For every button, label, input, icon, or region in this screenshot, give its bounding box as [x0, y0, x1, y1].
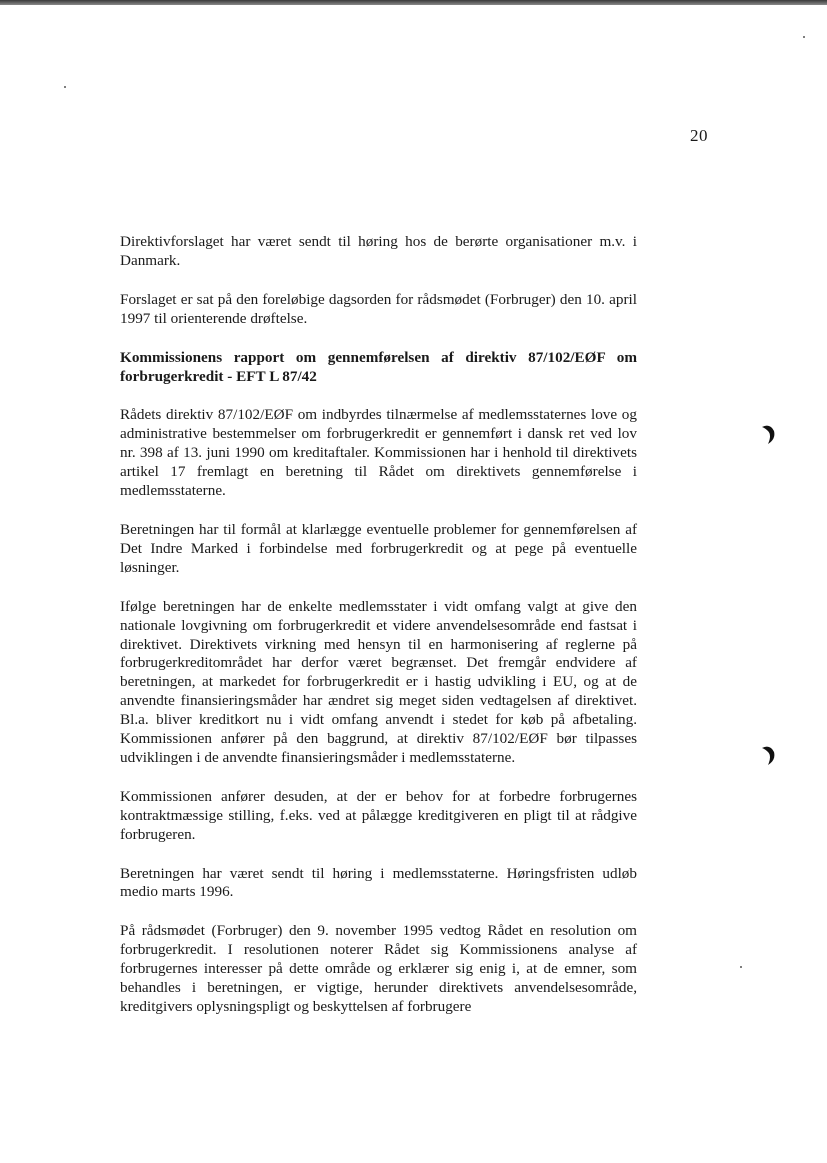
paragraph-directive: Rådets direktiv 87/102/EØF om indbyrdes tilnærmelse af medlemsstaternes love og administrative bestemmelser om forbrugerkredit er gennemført i dansk ret ved lov nr. 398 af 13. juni 1990 om kreditaftaler. Kommissionen har i henhold til direktivets artikel 17 fremlagt en beretning til Rådet om direktivets gennemførelse i medlemsstaterne.: [120, 406, 637, 500]
paragraph-findings: Ifølge beretningen har de enkelte medlemsstater i vidt omfang valgt at give den nationale lovgivning om forbrugerkredit et videre anvendelsesområde end fastsat i direktivet. Direktivets virkning med hensyn til en harmonisering af reglerne på forbrugerkreditområdet har derfor været begrænset. Det fremgår endvidere af beretningen, at markedet for forbrugerkredit er i hastig udvikling i EU, og at de anvendte finansieringsmåder har ændret sig meget siden vedtagelsen af direktivet. Bl.a. bliver kreditkort nu i vidt omfang anvendt i stedet for køb på afbetaling. Kommissionen anfører på den baggrund, at direktiv 87/102/EØF bør tilpasses udviklingen i de anvendte finansieringsmåder i medlemsstaterne.: [120, 597, 637, 766]
paragraph-hearing: Direktivforslaget har været sendt til høring hos de berørte organisationer m.v. i Danmark.: [120, 233, 637, 269]
scan-edge: [0, 0, 827, 5]
punch-hole-mark-lower: [760, 744, 776, 766]
speck: [64, 86, 66, 88]
speck: [740, 966, 742, 968]
paragraph-purpose: Beretningen har til formål at klarlægge eventuelle problemer for gennemførelsen af Det Indre Marked i forbindelse med forbrugerkredit og at pege på eventuelle løsninger.: [120, 520, 637, 576]
document-body: [120, 233, 637, 1037]
section-heading: Kommissionens rapport om gennemførelsen af direktiv 87/102/EØF om forbrugerkredit - EFT L 87/42: [120, 348, 637, 385]
paragraph-agenda: Forslaget er sat på den foreløbige dagsorden for rådsmødet (Forbruger) den 10. april 1997 til orienterende drøftelse.: [120, 290, 637, 327]
speck: [803, 36, 805, 38]
paragraph-consultation: Beretningen har været sendt til høring i medlemsstaterne. Høringsfristen udløb medio marts 1996.: [120, 864, 637, 901]
paragraph-consumer-position: Kommissionen anfører desuden, at der er behov for at forbedre forbrugernes kontraktmæssige stilling, f.eks. ved at pålægge kreditgiveren en pligt til at rådgive forbrugeren.: [120, 787, 637, 843]
paragraph-resolution: På rådsmødet (Forbruger) den 9. november 1995 vedtog Rådet en resolution om forbrugerkredit. I resolutionen noterer Rådet sig Kommissionens analyse af forbrugernes interesser på dette område og erklærer sig enig i, at de emner, som behandles i beretningen, er vigtige, herunder direktivets anvendelsesområde, kreditgivers oplysningspligt og beskyttelsen af forbrugere: [120, 922, 637, 1015]
page-number: 20: [690, 126, 708, 145]
punch-hole-mark-upper: [760, 423, 776, 445]
